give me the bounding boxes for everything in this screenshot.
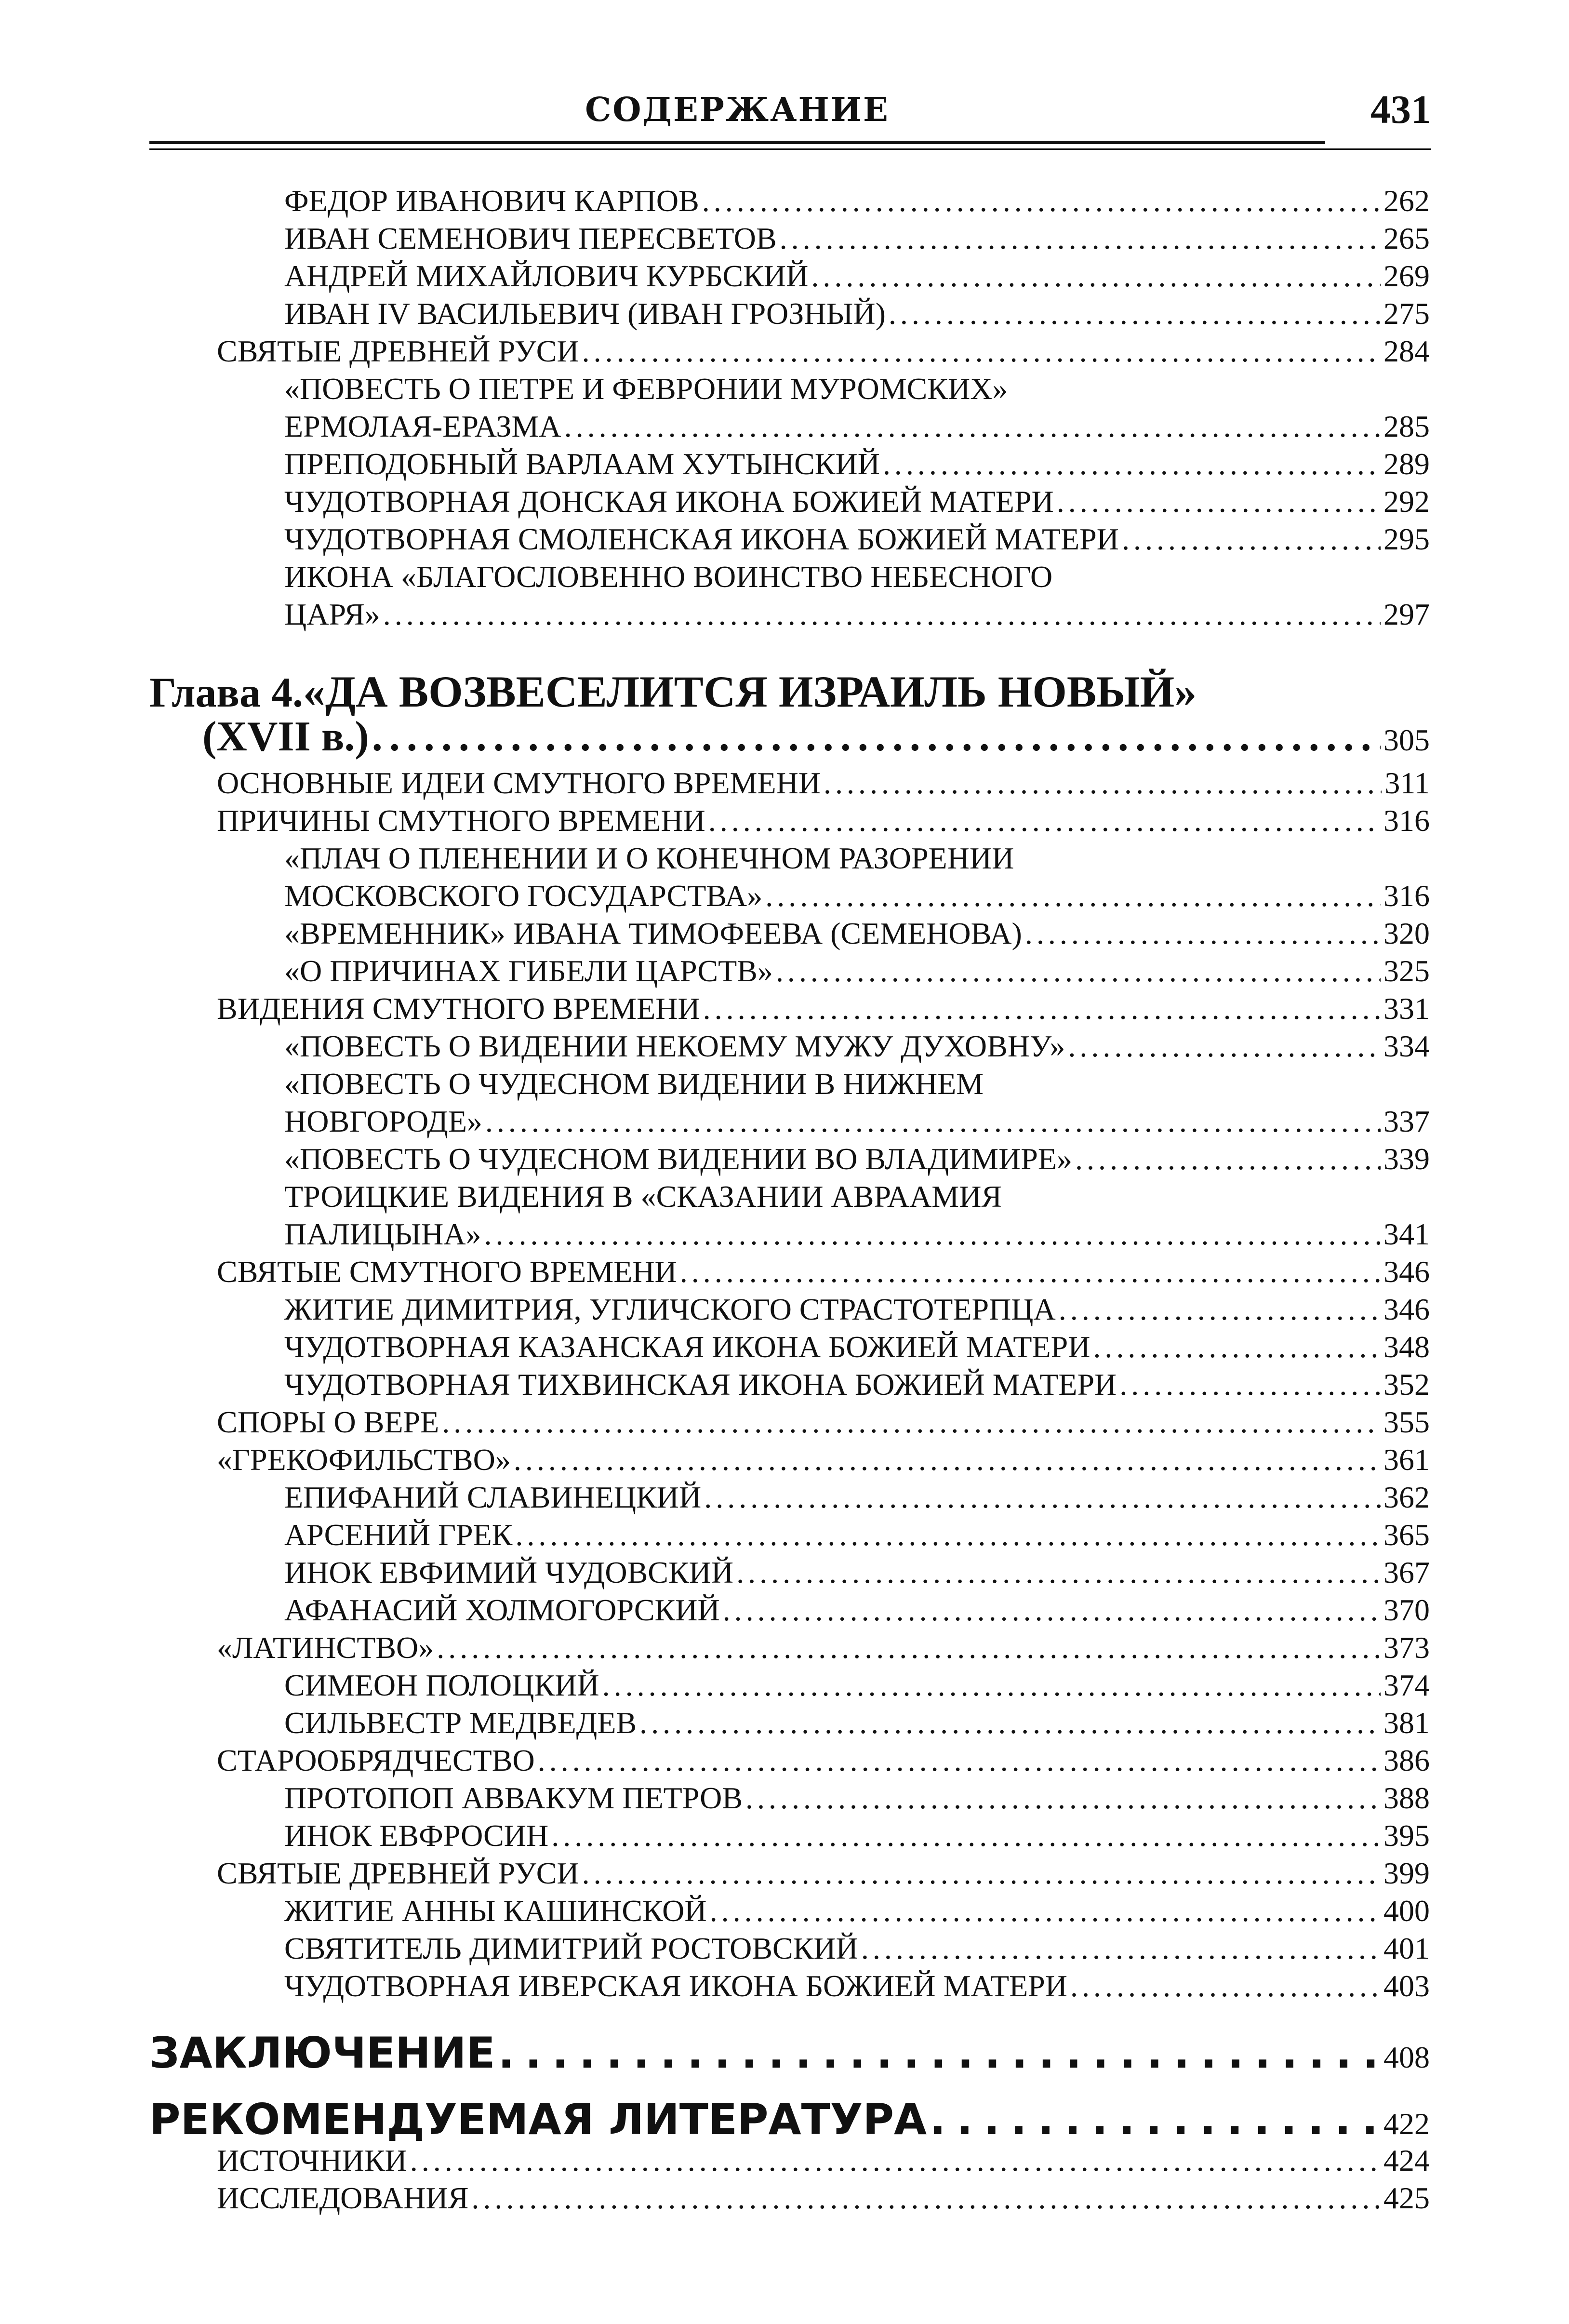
toc-entry	[284, 597, 1430, 632]
toc-entry-title: СВЯТЫЕ СМУТНОГО ВРЕМЕНИ	[217, 1255, 677, 1289]
toc-entry-title: ПАЛИЦЫНА»	[284, 1217, 481, 1251]
toc-entry-title: ВИДЕНИЯ СМУТНОГО ВРЕМЕНИ	[217, 991, 700, 1026]
toc-entry-page: 348	[1383, 1330, 1430, 1364]
toc-entry-page: 265	[1383, 221, 1430, 255]
toc-entry-title: ЧУДОТВОРНАЯ ТИХВИНСКАЯ ИКОНА БОЖИЕЙ МАТЕРИ	[284, 1367, 1117, 1402]
toc-entry-title: ЦАРЯ»	[284, 597, 380, 631]
toc-entry	[284, 1028, 1430, 1064]
dot-leader	[889, 296, 1381, 332]
dot-leader	[442, 1404, 1381, 1440]
toc-entry	[217, 1404, 1430, 1440]
dot-leader	[515, 1517, 1381, 1553]
dot-leader	[383, 597, 1381, 632]
toc-entry-page: 403	[1383, 1969, 1430, 2003]
toc-entry-page: 425	[1383, 2181, 1430, 2215]
toc-entry-page: 289	[1383, 447, 1430, 481]
toc-entry-title: ПРОТОПОП АВВАКУМ ПЕТРОВ	[284, 1781, 743, 1815]
toc-entry-title: ЕРМОЛАЯ-ЕРАЗМА	[284, 409, 561, 443]
toc-entry-title-line: «ПЛАЧ О ПЛЕНЕНИИ И О КОНЕЧНОМ РАЗОРЕНИИ	[284, 841, 1014, 875]
toc-entry	[217, 1856, 1430, 1891]
toc-entry	[284, 1968, 1430, 2004]
toc-entry-page: 284	[1383, 334, 1430, 368]
toc-entry-page: 337	[1383, 1104, 1430, 1138]
toc-entry-title: СТАРООБРЯДЧЕСТВО	[217, 1743, 535, 1777]
toc-entry	[284, 1705, 1430, 1741]
dot-leader	[1068, 1028, 1381, 1064]
toc-entry-page: 305	[1383, 723, 1430, 757]
toc-entry	[284, 953, 1430, 989]
toc-entry	[284, 1668, 1430, 1703]
toc-entry	[284, 1367, 1430, 1402]
toc-entry-page: 325	[1383, 954, 1430, 988]
toc-entry	[284, 221, 1430, 256]
toc-entry-page: 331	[1383, 991, 1430, 1026]
toc-entry	[284, 1818, 1430, 1854]
chapter-title-line: «ДА ВОЗВЕСЕЛИТСЯ ИЗРАИЛЬ НОВЫЙ»	[303, 667, 1197, 716]
dot-leader	[824, 765, 1382, 801]
dot-leader	[736, 1555, 1381, 1590]
toc-entry-page: 401	[1383, 1931, 1430, 1965]
toc-entry-title: ЖИТИЕ ДИМИТРИЯ, УГЛИЧСКОГО СТРАСТОТЕРПЦА	[284, 1292, 1056, 1326]
toc-entry-page: 400	[1383, 1894, 1430, 1928]
toc-entry-page: 262	[1383, 184, 1430, 218]
toc-entry	[284, 521, 1430, 557]
dot-leader	[703, 991, 1381, 1027]
toc-entry-page: 361	[1383, 1442, 1430, 1477]
toc-entry-title: «ГРЕКОФИЛЬСТВО»	[217, 1442, 511, 1477]
chapter-heading	[149, 666, 1197, 717]
toc-entry-page: 362	[1383, 1480, 1430, 1514]
dot-leader	[498, 2028, 1381, 2078]
dot-leader	[372, 712, 1381, 761]
dot-leader	[745, 1780, 1381, 1816]
toc-entry-page: 374	[1383, 1668, 1430, 1702]
toc-entry-page: 334	[1383, 1029, 1430, 1063]
toc-entry-title: ФЕДОР ИВАНОВИЧ КАРПОВ	[284, 184, 699, 218]
toc-entry-title-line: «ПОВЕСТЬ О ЧУДЕСНОМ ВИДЕНИИ В НИЖНЕМ	[284, 1067, 984, 1101]
dot-leader	[1075, 1141, 1381, 1177]
toc-entry-title: ОСНОВНЫЕ ИДЕИ СМУТНОГО ВРЕМЕНИ	[217, 766, 821, 800]
dot-leader	[1070, 1968, 1381, 2004]
toc-entry	[217, 1630, 1430, 1666]
toc-entry-title: «ПОВЕСТЬ О ЧУДЕСНОМ ВИДЕНИИ ВО ВЛАДИМИРЕ»	[284, 1142, 1072, 1176]
dot-leader	[437, 1630, 1381, 1666]
toc-entry-page: 285	[1383, 409, 1430, 443]
dot-leader	[538, 1743, 1381, 1778]
toc-entry-title: ЗАКЛЮЧЕНИЕ	[149, 2028, 495, 2078]
toc-entry-page: 352	[1383, 1367, 1430, 1402]
toc-entry-title: ЧУДОТВОРНАЯ СМОЛЕНСКАЯ ИКОНА БОЖИЕЙ МАТЕРИ	[284, 522, 1119, 556]
toc-entry	[284, 484, 1430, 520]
toc-entry-page: 320	[1383, 916, 1430, 950]
dot-leader	[1025, 916, 1381, 951]
toc-entry-title: ИВАН IV ВАСИЛЬЕВИЧ (ИВАН ГРОЗНЫЙ)	[284, 296, 886, 331]
running-head	[149, 81, 1431, 153]
toc-entry-page: 408	[1383, 2040, 1430, 2074]
dot-leader	[723, 1592, 1381, 1628]
dot-leader	[514, 1442, 1381, 1478]
toc-entry-title: СИЛЬВЕСТР МЕДВЕДЕВ	[284, 1706, 637, 1740]
toc-entry	[284, 1780, 1430, 1816]
toc-entry-title: «ЛАТИНСТВО»	[217, 1630, 434, 1665]
toc-entry-title: СВЯТИТЕЛЬ ДИМИТРИЙ РОСТОВСКИЙ	[284, 1931, 858, 1965]
toc-entry-page: 275	[1383, 296, 1430, 331]
toc-entry-page: 367	[1383, 1555, 1430, 1589]
toc-entry	[284, 1141, 1430, 1177]
dot-leader	[930, 2095, 1381, 2144]
toc-entry	[284, 183, 1430, 219]
dot-leader	[551, 1818, 1381, 1854]
toc-entry	[217, 765, 1430, 801]
toc-entry	[284, 1329, 1430, 1365]
toc-entry-title: НОВГОРОДЕ»	[284, 1104, 482, 1138]
toc-entry-title: АНДРЕЙ МИХАЙЛОВИЧ КУРБСКИЙ	[284, 259, 809, 293]
toc-entry-page: 346	[1383, 1255, 1430, 1289]
toc-entry-title: ПРИЧИНЫ СМУТНОГО ВРЕМЕНИ	[217, 803, 705, 838]
toc-entry-title: СПОРЫ О ВЕРЕ	[217, 1405, 439, 1439]
toc-entry-page: 269	[1383, 259, 1430, 293]
toc-entry-page: 355	[1383, 1405, 1430, 1439]
page-number: 431	[1370, 87, 1431, 132]
toc-entry	[284, 258, 1430, 294]
toc-entry-title: «ВРЕМЕННИК» ИВАНА ТИМОФЕЕВА (СЕМЕНОВА)	[284, 916, 1022, 950]
toc-entry-page: 424	[1383, 2143, 1430, 2177]
dot-leader	[564, 409, 1381, 444]
toc-entry-title: ИНОК ЕВФИМИЙ ЧУДОВСКИЙ	[284, 1555, 734, 1589]
toc-entry	[284, 1592, 1430, 1628]
dot-leader	[484, 1216, 1381, 1252]
toc-entry-page: 370	[1383, 1593, 1430, 1627]
toc-entry-page: 339	[1383, 1142, 1430, 1176]
toc-entry-page: 341	[1383, 1217, 1430, 1251]
toc-entry	[217, 991, 1430, 1027]
toc-entry-title: ИССЛЕДОВАНИЯ	[217, 2181, 469, 2215]
toc-entry-page: 297	[1383, 597, 1430, 631]
dot-leader	[883, 446, 1381, 482]
toc-entry-page: 373	[1383, 1630, 1430, 1665]
toc-entry	[284, 878, 1430, 914]
toc-entry-title: ЖИТИЕ АННЫ КАШИНСКОЙ	[284, 1894, 707, 1928]
toc-entry-title: ЧУДОТВОРНАЯ ИВЕРСКАЯ ИКОНА БОЖИЕЙ МАТЕРИ	[284, 1969, 1067, 2003]
toc-entry-title-line: ИКОНА «БЛАГОСЛОВЕННО ВОИНСТВО НЕБЕСНОГО	[284, 560, 1053, 594]
toc-entry	[284, 1931, 1430, 1966]
toc-entry-page: 292	[1383, 484, 1430, 519]
toc-entry-title: ИВАН СЕМЕНОВИЧ ПЕРЕСВЕТОВ	[284, 221, 777, 255]
dot-leader	[410, 2143, 1381, 2178]
toc-entry-page: 316	[1383, 803, 1430, 838]
toc-entry-title: ИСТОЧНИКИ	[217, 2143, 407, 2177]
dot-leader	[485, 1104, 1381, 1139]
dot-leader	[1122, 521, 1381, 557]
toc-entry-page: 365	[1383, 1518, 1430, 1552]
toc-entry-title: РЕКОМЕНДУЕМАЯ ЛИТЕРАТУРА	[149, 2095, 927, 2144]
toc-entry-title-line: ТРОИЦКИЕ ВИДЕНИЯ В «СКАЗАНИИ АВРААМИЯ	[284, 1179, 1002, 1214]
toc-entry-title: СИМЕОН ПОЛОЦКИЙ	[284, 1668, 599, 1702]
toc-entry-major	[149, 2095, 1430, 2144]
dot-leader	[776, 953, 1381, 989]
toc-entry	[202, 712, 1430, 761]
toc-entry	[284, 1517, 1430, 1553]
toc-entry	[217, 803, 1430, 839]
dot-leader	[1059, 1292, 1381, 1327]
dot-leader	[582, 334, 1381, 369]
toc-entry	[217, 2180, 1430, 2216]
dot-leader	[582, 1856, 1381, 1891]
dot-leader	[780, 221, 1381, 256]
running-title: СОДЕРЖАНИЕ	[585, 91, 890, 129]
header-rule-thin	[149, 148, 1431, 150]
dot-leader	[1093, 1329, 1381, 1365]
toc-entry-page: 346	[1383, 1292, 1430, 1326]
dot-leader	[708, 803, 1381, 839]
dot-leader	[639, 1705, 1381, 1741]
toc-entry-title-line: «ПОВЕСТЬ О ПЕТРЕ И ФЕВРОНИИ МУРОМСКИХ»	[284, 372, 1008, 406]
toc-entry	[284, 1555, 1430, 1590]
toc-entry-title: АРСЕНИЙ ГРЕК	[284, 1518, 513, 1552]
toc-entry-title: «О ПРИЧИНАХ ГИБЕЛИ ЦАРСТВ»	[284, 954, 773, 988]
toc-entry-title: (XVII в.)	[202, 713, 369, 760]
toc-entry-title: ПРЕПОДОБНЫЙ ВАРЛААМ ХУТЫНСКИЙ	[284, 447, 880, 481]
toc-entry-page: 395	[1383, 1818, 1430, 1853]
header-rule-thick	[149, 141, 1325, 144]
dot-leader	[710, 1893, 1381, 1929]
toc-entry	[217, 1254, 1430, 1290]
toc-entry	[217, 1743, 1430, 1778]
dot-leader	[1057, 484, 1381, 520]
dot-leader	[602, 1668, 1381, 1703]
dot-leader	[702, 183, 1381, 219]
toc-entry-title: МОСКОВСКОГО ГОСУДАРСТВА»	[284, 879, 763, 913]
toc-entry-page: 386	[1383, 1743, 1430, 1777]
chapter-label: Глава 4.	[149, 669, 303, 716]
toc-entry-title: ЕПИФАНИЙ СЛАВИНЕЦКИЙ	[284, 1480, 702, 1514]
toc-entry-page: 381	[1383, 1706, 1430, 1740]
dot-leader	[1119, 1367, 1381, 1402]
toc-entry-page: 295	[1383, 522, 1430, 556]
dot-leader	[861, 1931, 1381, 1966]
dot-leader	[811, 258, 1381, 294]
toc-entry	[217, 334, 1430, 369]
toc-entry-title: СВЯТЫЕ ДРЕВНЕЙ РУСИ	[217, 1856, 579, 1890]
toc-entry	[284, 446, 1430, 482]
toc-entry	[217, 1442, 1430, 1478]
toc-entry-page: 316	[1383, 879, 1430, 913]
toc-entry	[284, 1104, 1430, 1139]
toc-entry	[284, 916, 1430, 951]
toc-entry-title: ИНОК ЕВФРОСИН	[284, 1818, 549, 1853]
toc-entry-title: ЧУДОТВОРНАЯ ДОНСКАЯ ИКОНА БОЖИЕЙ МАТЕРИ	[284, 484, 1054, 519]
toc-entry-title: «ПОВЕСТЬ О ВИДЕНИИ НЕКОЕМУ МУЖУ ДУХОВНУ»	[284, 1029, 1065, 1063]
toc-entry	[284, 1216, 1430, 1252]
dot-leader	[680, 1254, 1381, 1290]
toc-entry-title: АФАНАСИЙ ХОЛМОГОРСКИЙ	[284, 1593, 720, 1627]
toc-entry	[284, 1292, 1430, 1327]
toc-entry-page: 311	[1384, 766, 1430, 800]
toc-entry	[284, 409, 1430, 444]
toc-entry-title: ЧУДОТВОРНАЯ КАЗАНСКАЯ ИКОНА БОЖИЕЙ МАТЕРИ	[284, 1330, 1090, 1364]
toc-entry-page: 422	[1383, 2107, 1430, 2141]
toc-entry-major	[149, 2028, 1430, 2078]
dot-leader	[471, 2180, 1381, 2216]
toc-entry	[217, 2143, 1430, 2178]
toc-entry	[284, 1893, 1430, 1929]
dot-leader	[704, 1480, 1381, 1515]
toc-entry-page: 388	[1383, 1781, 1430, 1815]
toc-entry-title: СВЯТЫЕ ДРЕВНЕЙ РУСИ	[217, 334, 579, 368]
toc-entry-page: 399	[1383, 1856, 1430, 1890]
toc-entry	[284, 296, 1430, 332]
toc-entry	[284, 1480, 1430, 1515]
dot-leader	[765, 878, 1381, 914]
